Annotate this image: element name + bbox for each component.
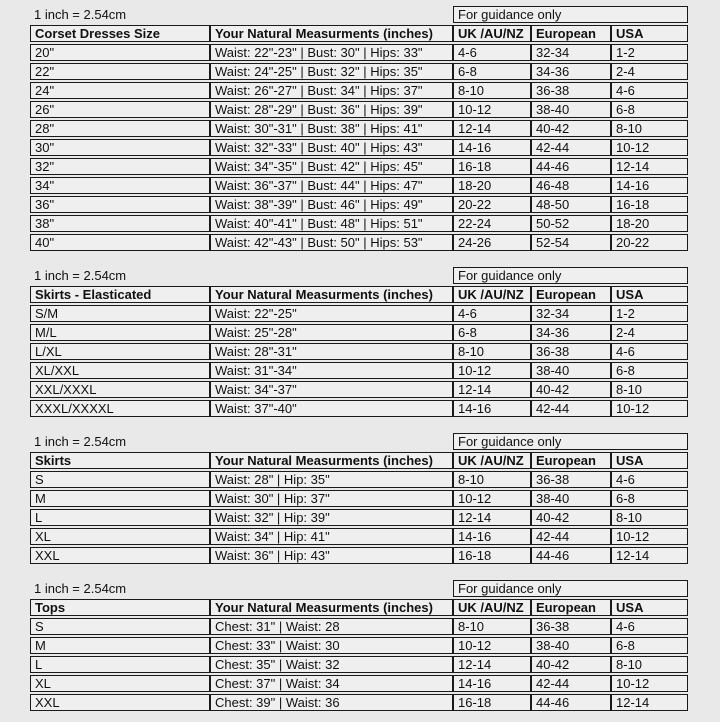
table-row	[30, 120, 688, 137]
table-cell: 12-14	[453, 120, 531, 137]
table-cell: 32-34	[531, 305, 611, 322]
table-cell: Waist: 22"-23" | Bust: 30" | Hips: 33"	[210, 44, 453, 61]
table-cell: 50-52	[531, 215, 611, 232]
table-row	[30, 547, 688, 564]
guidance-header: For guidance only	[453, 267, 688, 284]
table-cell: Waist: 22"-25"	[210, 305, 453, 322]
table-cell: Waist: 24"-25" | Bust: 32" | Hips: 35"	[210, 63, 453, 80]
table-cell: Waist: 36" | Hip: 43"	[210, 547, 453, 564]
column-header: USA	[611, 599, 688, 616]
table-cell: 1-2	[611, 305, 688, 322]
size-label-cell: 22"	[30, 63, 210, 80]
inch-conversion-note: 1 inch = 2.54cm	[34, 7, 127, 22]
table-cell: 6-8	[611, 101, 688, 118]
table-cell: 4-6	[611, 471, 688, 488]
header-row	[30, 599, 688, 616]
table-cell: 10-12	[611, 675, 688, 692]
column-header: Skirts - Elasticated	[30, 286, 210, 303]
table-row	[30, 44, 688, 61]
column-header: USA	[611, 25, 688, 42]
size-label-cell: L	[30, 656, 210, 673]
table-cell: 42-44	[531, 528, 611, 545]
table-row	[30, 400, 688, 417]
table-cell: 38-40	[531, 637, 611, 654]
table-cell: 4-6	[611, 82, 688, 99]
table-cell: 4-6	[611, 343, 688, 360]
table-cell: 8-10	[453, 471, 531, 488]
column-header: Your Natural Measurments (inches)	[210, 452, 453, 469]
size-label-cell: L/XL	[30, 343, 210, 360]
table-cell: Waist: 31"-34"	[210, 362, 453, 379]
table-cell: 2-4	[611, 324, 688, 341]
guidance-row	[30, 433, 688, 450]
table-cell: 10-12	[611, 139, 688, 156]
table-cell: Waist: 34" | Hip: 41"	[210, 528, 453, 545]
size-label-cell: 40"	[30, 234, 210, 251]
column-header: European	[531, 25, 611, 42]
table-cell: 18-20	[611, 215, 688, 232]
table-cell: 12-14	[611, 158, 688, 175]
table-row	[30, 158, 688, 175]
table-cell: 36-38	[531, 618, 611, 635]
table-cell: 8-10	[453, 618, 531, 635]
table-row	[30, 381, 688, 398]
table-cell: 36-38	[531, 343, 611, 360]
table-cell: 34-36	[531, 63, 611, 80]
table-cell: 34-36	[531, 324, 611, 341]
size-label-cell: XL	[30, 528, 210, 545]
size-table-corset-dresses	[30, 4, 688, 253]
column-header: Your Natural Measurments (inches)	[210, 25, 453, 42]
table-cell: 10-12	[453, 101, 531, 118]
table-row	[30, 196, 688, 213]
size-label-cell: XL/XXL	[30, 362, 210, 379]
table-row	[30, 101, 688, 118]
table-cell: 46-48	[531, 177, 611, 194]
table-cell: Chest: 33" | Waist: 30	[210, 637, 453, 654]
table-cell: Chest: 35" | Waist: 32	[210, 656, 453, 673]
size-label-cell: XL	[30, 675, 210, 692]
column-header: Your Natural Measurments (inches)	[210, 599, 453, 616]
table-cell: 6-8	[453, 324, 531, 341]
table-cell: 4-6	[453, 44, 531, 61]
table-cell: Waist: 30" | Hip: 37"	[210, 490, 453, 507]
header-row	[30, 452, 688, 469]
size-label-cell: 28"	[30, 120, 210, 137]
guidance-row	[30, 6, 688, 23]
size-label-cell: 26"	[30, 101, 210, 118]
table-cell: 12-14	[453, 656, 531, 673]
table-cell: Waist: 36"-37" | Bust: 44" | Hips: 47"	[210, 177, 453, 194]
table-row	[30, 656, 688, 673]
table-cell: 52-54	[531, 234, 611, 251]
table-cell: 16-18	[611, 196, 688, 213]
table-cell: 14-16	[453, 528, 531, 545]
column-header: European	[531, 452, 611, 469]
guidance-row	[30, 267, 688, 284]
size-label-cell: S	[30, 618, 210, 635]
table-cell: Waist: 34"-35" | Bust: 42" | Hips: 45"	[210, 158, 453, 175]
table-row	[30, 675, 688, 692]
table-row	[30, 63, 688, 80]
table-cell: 14-16	[611, 177, 688, 194]
table-cell: 10-12	[453, 362, 531, 379]
table-cell: 38-40	[531, 362, 611, 379]
table-row	[30, 234, 688, 251]
size-label-cell: 24"	[30, 82, 210, 99]
size-label-cell: 32"	[30, 158, 210, 175]
table-row	[30, 490, 688, 507]
table-cell: Waist: 28"-31"	[210, 343, 453, 360]
column-header: Corset Dresses Size	[30, 25, 210, 42]
table-cell: 42-44	[531, 400, 611, 417]
table-cell: 8-10	[453, 343, 531, 360]
table-cell: Chest: 31" | Waist: 28	[210, 618, 453, 635]
table-row	[30, 177, 688, 194]
table-cell: 12-14	[611, 547, 688, 564]
table-cell: Waist: 40"-41" | Bust: 48" | Hips: 51"	[210, 215, 453, 232]
table-cell: 36-38	[531, 82, 611, 99]
table-row	[30, 82, 688, 99]
column-header: Tops	[30, 599, 210, 616]
table-cell: 44-46	[531, 158, 611, 175]
table-cell: 14-16	[453, 139, 531, 156]
header-row	[30, 286, 688, 303]
size-label-cell: L	[30, 509, 210, 526]
size-label-cell: S/M	[30, 305, 210, 322]
table-cell: 40-42	[531, 656, 611, 673]
guidance-header: For guidance only	[453, 6, 688, 23]
table-row	[30, 528, 688, 545]
table-cell: Waist: 30"-31" | Bust: 38" | Hips: 41"	[210, 120, 453, 137]
table-cell: 4-6	[453, 305, 531, 322]
inch-conversion-note: 1 inch = 2.54cm	[34, 268, 127, 283]
table-cell: 42-44	[531, 675, 611, 692]
table-cell: 44-46	[531, 547, 611, 564]
size-label-cell: XXL/XXXL	[30, 381, 210, 398]
table-cell: 16-18	[453, 694, 531, 711]
table-cell: 40-42	[531, 509, 611, 526]
table-cell: 2-4	[611, 63, 688, 80]
table-cell: 36-38	[531, 471, 611, 488]
size-label-cell: M	[30, 490, 210, 507]
inch-conversion-note: 1 inch = 2.54cm	[34, 581, 127, 596]
table-cell: 12-14	[611, 694, 688, 711]
table-row	[30, 139, 688, 156]
size-table-tops	[30, 578, 688, 713]
column-header: European	[531, 286, 611, 303]
table-row	[30, 362, 688, 379]
column-header: UK /AU/NZ	[453, 599, 531, 616]
table-cell: 16-18	[453, 547, 531, 564]
table-cell: 40-42	[531, 381, 611, 398]
table-cell: 10-12	[453, 637, 531, 654]
table-cell: 8-10	[611, 120, 688, 137]
table-row	[30, 305, 688, 322]
table-cell: 10-12	[611, 528, 688, 545]
size-label-cell: XXL	[30, 694, 210, 711]
column-header: UK /AU/NZ	[453, 286, 531, 303]
table-cell: 6-8	[611, 490, 688, 507]
size-label-cell: 20"	[30, 44, 210, 61]
table-cell: 8-10	[611, 656, 688, 673]
size-label-cell: XXL	[30, 547, 210, 564]
guidance-header: For guidance only	[453, 433, 688, 450]
size-table-skirts	[30, 431, 688, 566]
table-row	[30, 509, 688, 526]
table-cell: 44-46	[531, 694, 611, 711]
table-cell: Waist: 28" | Hip: 35"	[210, 471, 453, 488]
column-header: Skirts	[30, 452, 210, 469]
column-header: UK /AU/NZ	[453, 452, 531, 469]
table-cell: 6-8	[611, 637, 688, 654]
table-cell: 8-10	[453, 82, 531, 99]
column-header: UK /AU/NZ	[453, 25, 531, 42]
header-row	[30, 25, 688, 42]
table-row	[30, 471, 688, 488]
table-cell: 42-44	[531, 139, 611, 156]
table-row	[30, 694, 688, 711]
table-cell: Waist: 34"-37"	[210, 381, 453, 398]
table-row	[30, 324, 688, 341]
table-cell: 8-10	[611, 509, 688, 526]
size-label-cell: XXXL/XXXXL	[30, 400, 210, 417]
table-cell: Chest: 37" | Waist: 34	[210, 675, 453, 692]
table-cell: Waist: 42"-43" | Bust: 50" | Hips: 53"	[210, 234, 453, 251]
table-cell: 20-22	[453, 196, 531, 213]
size-label-cell: 30"	[30, 139, 210, 156]
table-cell: Chest: 39" | Waist: 36	[210, 694, 453, 711]
guidance-row	[30, 580, 688, 597]
size-table-skirts-elasticated	[30, 265, 688, 419]
table-cell: 48-50	[531, 196, 611, 213]
column-header: Your Natural Measurments (inches)	[210, 286, 453, 303]
table-cell: 14-16	[453, 400, 531, 417]
size-label-cell: 36"	[30, 196, 210, 213]
table-cell: 40-42	[531, 120, 611, 137]
column-header: USA	[611, 452, 688, 469]
guidance-header: For guidance only	[453, 580, 688, 597]
table-row	[30, 637, 688, 654]
table-cell: 4-6	[611, 618, 688, 635]
table-cell: 6-8	[453, 63, 531, 80]
column-header: European	[531, 599, 611, 616]
table-cell: 14-16	[453, 675, 531, 692]
table-cell: 10-12	[611, 400, 688, 417]
table-cell: 16-18	[453, 158, 531, 175]
table-cell: Waist: 32" | Hip: 39"	[210, 509, 453, 526]
table-cell: 8-10	[611, 381, 688, 398]
table-row	[30, 215, 688, 232]
size-label-cell: S	[30, 471, 210, 488]
size-label-cell: M/L	[30, 324, 210, 341]
table-cell: Waist: 25"-28"	[210, 324, 453, 341]
table-cell: 12-14	[453, 509, 531, 526]
table-cell: Waist: 38"-39" | Bust: 46" | Hips: 49"	[210, 196, 453, 213]
table-cell: 6-8	[611, 362, 688, 379]
column-header: USA	[611, 286, 688, 303]
table-cell: 1-2	[611, 44, 688, 61]
table-cell: 22-24	[453, 215, 531, 232]
inch-conversion-note: 1 inch = 2.54cm	[34, 434, 127, 449]
table-cell: 20-22	[611, 234, 688, 251]
table-cell: 38-40	[531, 101, 611, 118]
table-cell: Waist: 26"-27" | Bust: 34" | Hips: 37"	[210, 82, 453, 99]
size-label-cell: 38"	[30, 215, 210, 232]
table-cell: 12-14	[453, 381, 531, 398]
size-label-cell: 34"	[30, 177, 210, 194]
table-row	[30, 618, 688, 635]
table-cell: Waist: 37"-40"	[210, 400, 453, 417]
table-cell: Waist: 28"-29" | Bust: 36" | Hips: 39"	[210, 101, 453, 118]
table-row	[30, 343, 688, 360]
table-cell: 38-40	[531, 490, 611, 507]
table-cell: 10-12	[453, 490, 531, 507]
table-cell: 32-34	[531, 44, 611, 61]
table-cell: Waist: 32"-33" | Bust: 40" | Hips: 43"	[210, 139, 453, 156]
table-cell: 24-26	[453, 234, 531, 251]
size-label-cell: M	[30, 637, 210, 654]
table-cell: 18-20	[453, 177, 531, 194]
